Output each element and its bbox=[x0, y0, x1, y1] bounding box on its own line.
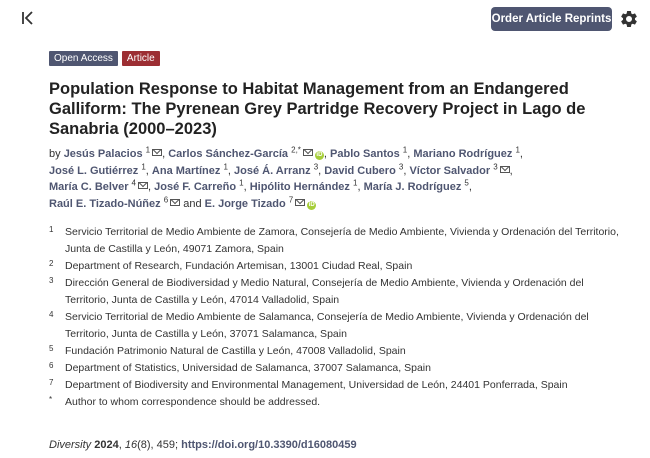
affiliation-number: 6 bbox=[49, 361, 54, 370]
author[interactable]: Pablo Santos bbox=[330, 148, 400, 160]
orcid-icon[interactable]: iD bbox=[308, 201, 315, 208]
author[interactable]: E. Jorge Tizado bbox=[204, 197, 286, 210]
affiliation-number: 2 bbox=[49, 259, 54, 268]
affiliation-text: Fundación Patrimonio Natural de Castilla y León, 47008 Valladolid, Spain bbox=[65, 345, 406, 357]
orcid-icon[interactable]: iD bbox=[316, 152, 323, 158]
affiliation-text: Department of Statistics, Universidad de Salamanca, 37007 Salamanca, Spain bbox=[65, 362, 431, 374]
affiliation-text: Author to whom correspondence should be addressed. bbox=[65, 396, 321, 408]
affiliation-item bbox=[49, 275, 619, 309]
affiliation-ref: 1 bbox=[515, 145, 520, 155]
order-reprints-button[interactable]: Order Article Reprints bbox=[491, 7, 612, 31]
affiliation-text: Servicio Territorial de Medio Ambiente de Zamora, Consejería de Medio Ambiente, Vivienda y Ordenación del Territorio, Junta de Castilla y León, 49071 Zamora, Spain bbox=[65, 226, 619, 255]
author[interactable]: David Cubero bbox=[324, 164, 396, 177]
affiliation-text: Servicio Territorial de Medio Ambiente de Salamanca, Consejería de Medio Ambiente, Vivienda y Ordenación del Territorio, Junta de Castilla y León, 37071 Salamanca, Spain bbox=[65, 311, 589, 340]
mail-icon[interactable] bbox=[500, 166, 510, 173]
affiliation-ref: 1 bbox=[145, 145, 151, 155]
mail-icon[interactable] bbox=[152, 149, 162, 156]
affiliation-item bbox=[49, 224, 619, 258]
article-title: Population Response to Habitat Management from an Endangered Galliform: The Pyrenean Grey Partridge Recovery Project in Lago de Sanabria (2000–2023) bbox=[49, 80, 586, 138]
affiliation-item bbox=[49, 343, 619, 360]
open-access-badge: Open Access bbox=[49, 51, 118, 66]
affiliation-ref: 3 bbox=[313, 161, 319, 171]
author[interactable]: José Á. Arranz bbox=[234, 164, 311, 177]
citation-year: 2024 bbox=[94, 439, 119, 451]
affiliation-item bbox=[49, 309, 619, 343]
affiliation-number: 7 bbox=[49, 378, 54, 387]
affiliation-ref: 1 bbox=[141, 161, 146, 171]
doi-link[interactable]: https://doi.org/10.3390/d16080459 bbox=[181, 439, 357, 451]
author[interactable]: Carlos Sánchez-García bbox=[168, 148, 289, 160]
affiliation-item bbox=[49, 394, 619, 411]
citation-journal: Diversity bbox=[49, 439, 92, 451]
author-list: by Jesús Palacios $^1$ , Carlos Sánchez-García $^{2,*}$iD , Pablo Santos $^1$, Mariano Rodríguez $^1$, José L. Gutiérrez $^1$, Ana Martínez $^1$, José Á. Arranz $^3$, David Cubero $^3$, Víctor Salvador $^3$ , María C. Belver $^4$ , José F. Carreño $^1$, Hipólito Hernández $^1$, María J. Rodríguez $^5$, Raúl E. Tizado-Núñez $^6$ and E. Jorge Tizado $^7$iD bbox=[49, 145, 523, 210]
affiliation-ref: 3 bbox=[493, 161, 498, 171]
affiliation-ref: 4 bbox=[131, 178, 136, 188]
affiliation-item bbox=[49, 258, 619, 275]
mail-icon[interactable] bbox=[303, 149, 313, 156]
author[interactable]: José L. Gutiérrez bbox=[49, 164, 139, 177]
affiliation-text: Dirección General de Biodiversidad y Medio Natural, Consejería de Medio Ambiente, Vivienda y Ordenación del Territorio, Junta de Castilla y León, 47014 Valladolid, Spain bbox=[65, 277, 584, 306]
by-label: by bbox=[49, 148, 61, 160]
gear-icon[interactable] bbox=[619, 9, 639, 29]
author[interactable]: Ana Martínez bbox=[151, 164, 221, 177]
affiliation-item bbox=[49, 360, 619, 377]
article-badges bbox=[49, 51, 160, 66]
affiliation-ref: 2,* bbox=[291, 145, 301, 155]
author[interactable]: María J. Rodríguez bbox=[363, 181, 462, 193]
affiliation-ref: 3 bbox=[398, 161, 404, 171]
mail-icon[interactable] bbox=[138, 182, 148, 189]
affiliation-ref: 1 bbox=[402, 145, 408, 155]
citation: Diversity 2024, 16(8), 459; https://doi.org/10.3390/d16080459 bbox=[49, 439, 357, 451]
affiliation-number: 5 bbox=[49, 344, 54, 353]
affiliation-ref: 7 bbox=[288, 194, 294, 204]
affiliation-ref: 1 bbox=[352, 178, 358, 188]
author[interactable]: Mariano Rodríguez bbox=[413, 148, 513, 160]
top-bar bbox=[0, 0, 650, 40]
affiliations-list bbox=[49, 224, 619, 411]
author[interactable]: Raúl E. Tizado-Núñez bbox=[49, 197, 161, 210]
affiliation-number: 4 bbox=[49, 310, 54, 319]
author[interactable]: Jesús Palacios bbox=[63, 148, 143, 160]
article-type-badge: Article bbox=[122, 51, 160, 66]
author[interactable]: María C. Belver bbox=[49, 181, 129, 193]
affiliation-ref: 6 bbox=[163, 194, 169, 204]
citation-volume: 16 bbox=[124, 439, 138, 451]
affiliation-ref: 1 bbox=[223, 161, 228, 171]
mail-icon[interactable] bbox=[170, 199, 180, 206]
affiliation-text: Department of Research, Fundación Artemisan, 13001 Ciudad Real, Spain bbox=[65, 260, 413, 272]
author[interactable]: Víctor Salvador bbox=[409, 164, 491, 177]
affiliation-text: Department of Biodiversity and Environmental Management, Universidad de León, 24401 Ponferrada, Spain bbox=[65, 379, 568, 391]
affiliation-number: 3 bbox=[49, 276, 54, 285]
citation-issue-pages: (8), 459; bbox=[137, 439, 182, 451]
and-label: and bbox=[183, 197, 202, 210]
affiliation-number: * bbox=[49, 395, 53, 404]
affiliation-ref: 5 bbox=[464, 178, 469, 188]
author[interactable]: José F. Carreño bbox=[154, 181, 237, 193]
mail-icon[interactable] bbox=[295, 199, 305, 206]
affiliation-number: 1 bbox=[49, 225, 54, 234]
affiliation-ref: 1 bbox=[239, 178, 244, 188]
author[interactable]: Hipólito Hernández bbox=[249, 181, 350, 193]
affiliation-item bbox=[49, 377, 619, 394]
collapse-left-icon[interactable] bbox=[20, 10, 36, 26]
